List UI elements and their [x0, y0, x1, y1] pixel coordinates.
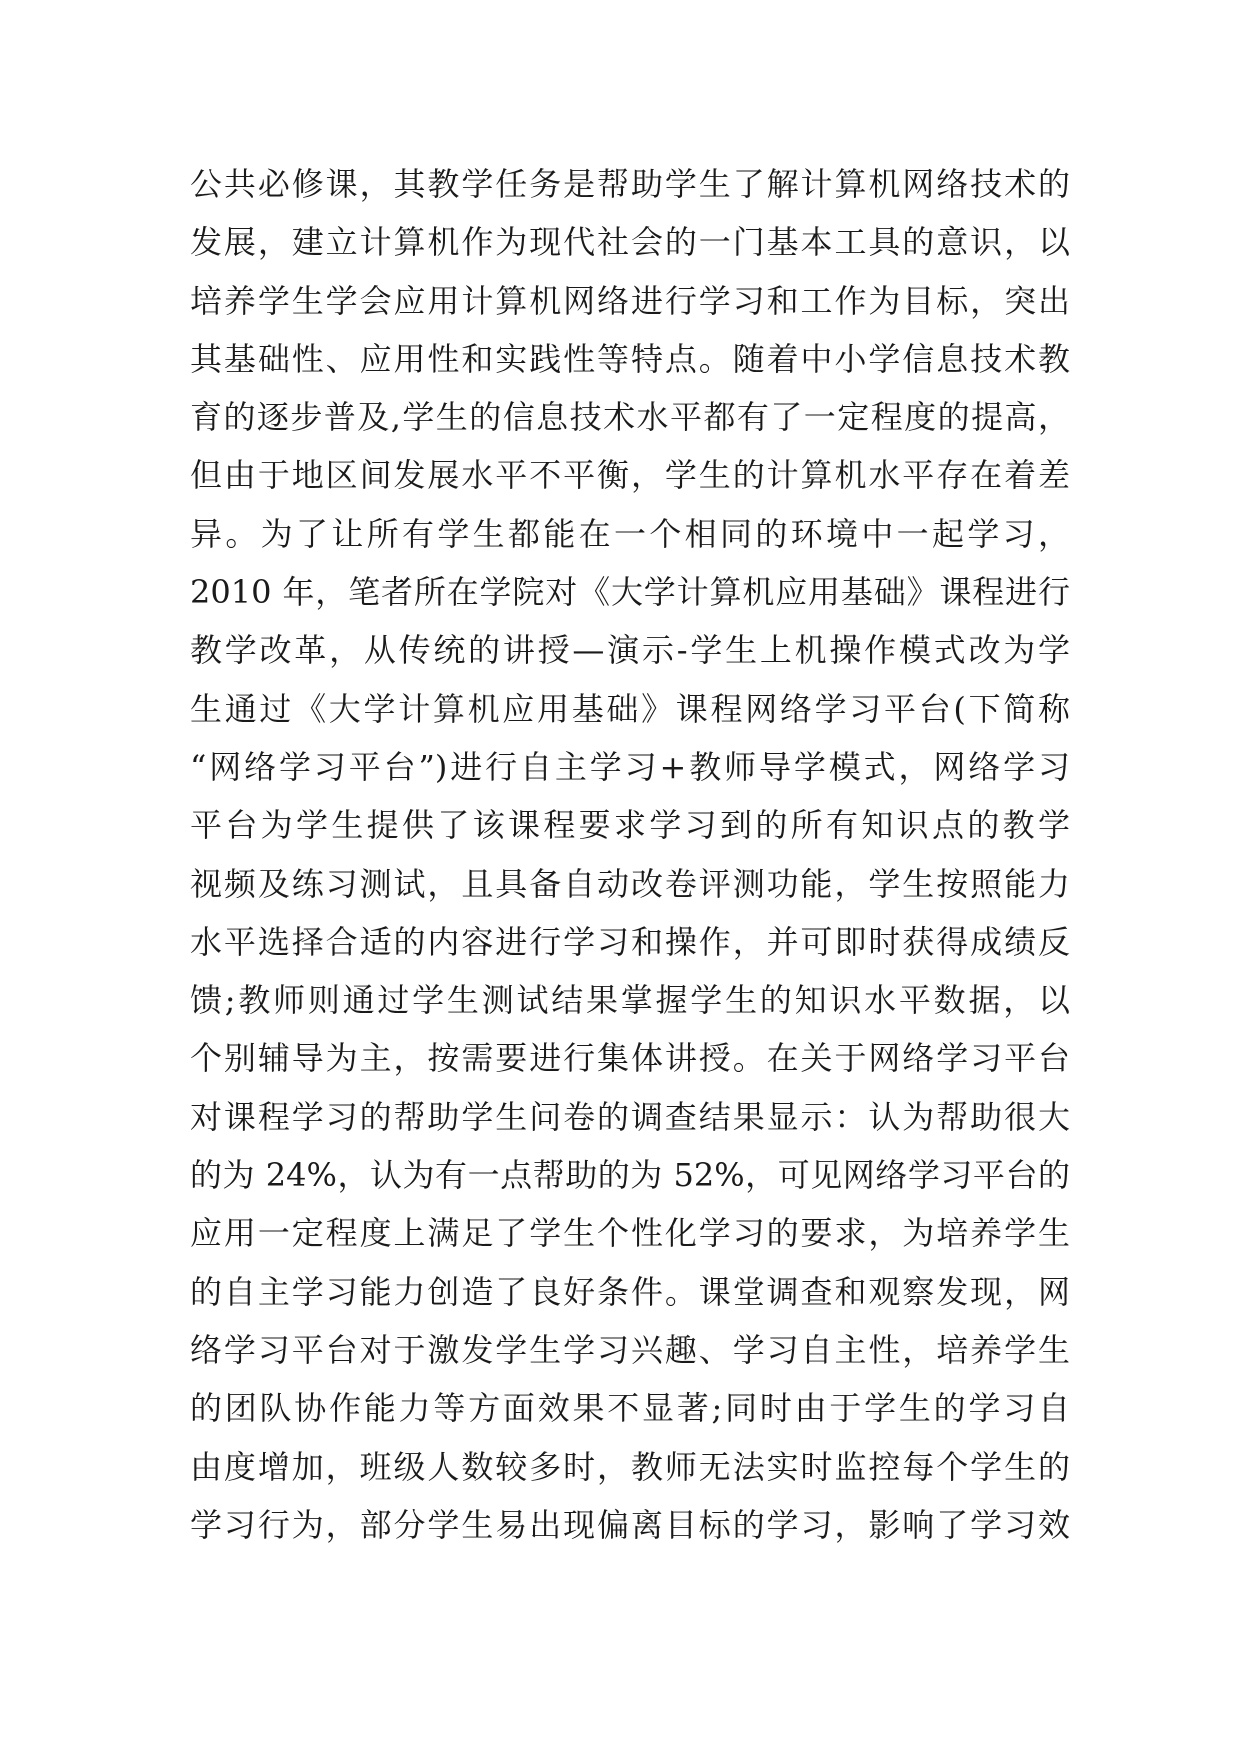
text-line: 异。为了让所有学生都能在一个相同的环境中一起学习，: [190, 514, 1070, 553]
text-line: 的团队协作能力等方面效果不显著;同时由于学生的学习自: [190, 1389, 1070, 1428]
text-line: 育的逐步普及,学生的信息技术水平都有了一定程度的提高，: [190, 398, 1070, 437]
text-line: 2010 年，笔者所在学院对《大学计算机应用基础》课程进行: [190, 573, 1070, 612]
text-line: 个别辅导为主，按需要进行集体讲授。在关于网络学习平台: [190, 1039, 1070, 1078]
text-line: 学习行为，部分学生易出现偏离目标的学习，影响了学习效: [190, 1505, 1070, 1544]
text-line: 对课程学习的帮助学生问卷的调查结果显示：认为帮助很大: [190, 1097, 1070, 1136]
body-paragraph: [190, 155, 1070, 1554]
text-line: “网络学习平台”)进行自主学习+教师导学模式，网络学习: [190, 747, 1070, 786]
text-line: 水平选择合适的内容进行学习和操作，并可即时获得成绩反: [190, 922, 1070, 961]
text-line: 培养学生学会应用计算机网络进行学习和工作为目标，突出: [190, 281, 1070, 320]
text-line: 其基础性、应用性和实践性等特点。随着中小学信息技术教: [190, 339, 1070, 378]
text-line: 公共必修课，其教学任务是帮助学生了解计算机网络技术的: [190, 165, 1070, 203]
text-line: 生通过《大学计算机应用基础》课程网络学习平台(下简称: [190, 689, 1070, 728]
text-line: 视频及练习测试，且具备自动改卷评测功能，学生按照能力: [190, 864, 1070, 903]
text-line: 但由于地区间发展水平不平衡，学生的计算机水平存在着差: [190, 456, 1070, 495]
text-line: 的为 24%，认为有一点帮助的为 52%，可见网络学习平台的: [190, 1156, 1070, 1195]
text-line: 应用一定程度上满足了学生个性化学习的要求，为培养学生: [190, 1214, 1070, 1253]
text-line: 教学改革，从传统的讲授—演示-学生上机操作模式改为学: [190, 631, 1070, 670]
text-line: 发展，建立计算机作为现代社会的一门基本工具的意识，以: [190, 223, 1070, 262]
text-line: 由度增加，班级人数较多时，教师无法实时监控每个学生的: [190, 1447, 1070, 1486]
text-line: 馈;教师则通过学生测试结果掌握学生的知识水平数据，以: [190, 981, 1070, 1020]
text-line: 的自主学习能力创造了良好条件。课堂调查和观察发现，网: [190, 1272, 1070, 1311]
text-line: 络学习平台对于激发学生学习兴趣、学习自主性，培养学生: [190, 1330, 1070, 1369]
text-line: 平台为学生提供了该课程要求学习到的所有知识点的教学: [190, 806, 1070, 845]
